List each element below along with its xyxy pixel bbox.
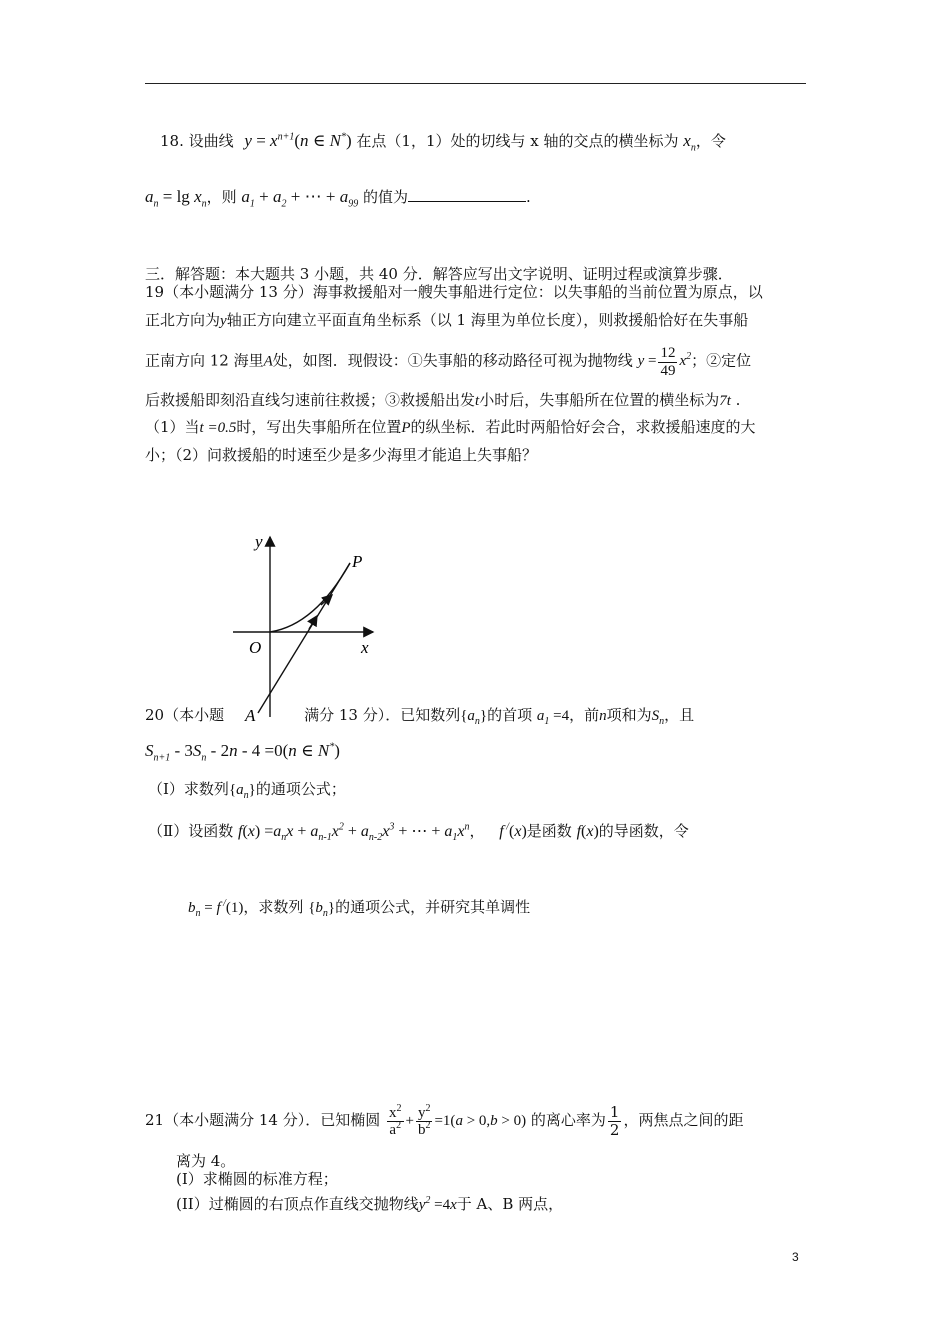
q19-point-a: A — [263, 353, 273, 370]
q19-line3b: 处，如图．现假设：①失事船的移动路径可视为抛物线 — [272, 351, 633, 370]
q20-n: n — [599, 708, 607, 724]
x-axis-label: x — [361, 638, 369, 657]
q20-sn: $S_n$ — [651, 708, 665, 727]
q20-part1-seq: $\{a_n\}$ — [228, 782, 256, 801]
q21-eccentricity: $\frac{1}{2}$ — [609, 1103, 620, 1139]
rescue-path — [258, 563, 350, 713]
q20-part2a: （Ⅱ）设函数 — [148, 822, 234, 840]
q20-part2d: ，求数列 — [243, 898, 304, 916]
q19-line2b: 轴正方向建立平面直角坐标系（以 1 海里为单位长度），则救援船恰好在失事船 — [226, 311, 749, 329]
q19-line2a: 正北方向为 — [145, 311, 221, 329]
q19-parabola-formula: y = $\frac{12}{49}$ $x^2$ — [637, 345, 692, 379]
q18-text3: ，则 — [206, 188, 237, 206]
q20-fprime: f /(x) — [499, 821, 527, 840]
q20-l1d: ，前 — [569, 706, 600, 724]
parabola-path — [270, 563, 350, 632]
header-rule — [145, 83, 806, 84]
q18-line2 — [145, 186, 531, 208]
q19-line5c: 时，写出失事船所在位置 — [236, 418, 402, 436]
q19-line4: 后救援船即刻沿直线匀速前往救援；③救援船出发t小时后，失事船所在位置的横坐标为7t . — [145, 391, 741, 409]
q19-line2 — [145, 311, 748, 332]
q19-y-axis-symbol: y — [220, 313, 227, 329]
q19-line3 — [145, 345, 751, 379]
point-a-label: A — [245, 706, 256, 725]
q19-line1: 19（本小题满分 13 分）海事救援船对一艘失事船进行定位：以失事船的当前位置为原点，以 — [145, 283, 763, 301]
q18-line1 — [160, 130, 726, 152]
q21-l1c: ，两焦点之间的距 — [623, 1111, 744, 1129]
q18-number: 18. 设曲线 — [160, 132, 234, 150]
q20-fx-formula: $f(x) =a_nx + a_{n-1}x^2 + a_{n-2}x^3$ + ⋯ + $a_1x^n$ — [237, 821, 470, 844]
q20-l1c: 的首项 — [487, 706, 533, 724]
q20-part1a: （Ⅰ）求数列 — [148, 780, 229, 798]
q19-line4b: 小时后，失事船所在位置的横坐标为 — [479, 391, 720, 409]
q20-l1b: 满分 13 分）．已知数列 — [304, 706, 461, 724]
q19-line6: 小；（2）问救援船的时速至少是多少海里才能追上失事船？ — [145, 446, 538, 464]
q18-text1: 在点（1，1）处的切线与 x 轴的交点的横坐标为 — [356, 132, 679, 150]
q18-text4: 的值为 — [362, 188, 408, 206]
q20-part2-line2 — [188, 898, 530, 919]
y-axis-label: y — [255, 532, 263, 551]
section3-heading: 三．解答题：本大题共 3 小题，共 40 分．解答应写出文字说明、证明过程或演算步骤． — [145, 265, 733, 283]
q20-part2e: 的通项公式，并研究其单调性 — [335, 898, 531, 916]
q19-p-symbol: P — [401, 420, 411, 436]
q19-line5 — [145, 418, 756, 439]
q18-xn: $x_n$ — [683, 131, 696, 154]
rescue-arrow — [309, 616, 317, 629]
q20-part1 — [148, 780, 346, 801]
q21-line4 — [176, 1195, 563, 1216]
q20-l1a: 20（本小题 — [145, 706, 225, 724]
q20-l1e: 项和为 — [606, 706, 652, 724]
q20-seq-an: $\{a_n\}$ — [460, 708, 488, 727]
q21-line3: (I）求椭圆的标准方程； — [176, 1170, 338, 1188]
q20-part2b: 是函数 — [526, 822, 572, 840]
q20-seq-bn: $\{b_n\}$ — [308, 900, 336, 919]
q19-line4a: 后救援船即刻沿直线匀速前往救援；③救援船出发 — [145, 391, 476, 409]
q18-curve-formula: $y = x^{n+1}(n$ ∈ N*) — [244, 131, 352, 150]
q18-an-def: $a_n = \lg x_n$ — [145, 187, 207, 210]
q21-l4a: (II）过椭圆的右顶点作直线交抛物线 — [176, 1195, 419, 1213]
q20-part2: （Ⅱ）设函数 $f(x) =a_nx + a_{n-1}x^2 + a_{n-2}x^3$ + ⋯ + $a_1x^n$， f /(x)是函数 f(x)的导函数，令 — [148, 821, 689, 844]
q18-text2: ，令 — [695, 132, 726, 150]
q19-line5d: 的纵坐标．若此时两船恰好会合，求救援船速度的大 — [410, 418, 756, 436]
q20-f: f(x) — [576, 823, 599, 840]
q21-line1 — [145, 1104, 743, 1139]
q21-l1b: 的离心率为 — [530, 1111, 606, 1129]
q20-part1b: 的通项公式； — [255, 780, 346, 798]
q19-7t: 7t — [719, 393, 731, 409]
q21-l1a: 21（本小题满分 14 分）．已知椭圆 — [145, 1111, 381, 1129]
q21-line2: 离为 4。 — [176, 1152, 236, 1170]
q20-part2c: 的导函数，令 — [598, 822, 689, 840]
q18-end: . — [525, 188, 531, 206]
q18-answer-blank — [408, 187, 526, 202]
q20-recurrence: $S_{n+1} - 3S_n - 2n - 4 =0(n$ ∈ N*) — [145, 741, 340, 764]
point-p-label: P — [352, 552, 363, 571]
origin-label: O — [249, 638, 262, 657]
q19-line5a: （1）当 — [145, 418, 200, 436]
q19-figure — [225, 525, 385, 725]
q18-sum: $a_1 + a_2$ + ⋯ + $a_{99}$ — [241, 187, 359, 210]
q21-l4b: 于 A、B 两点， — [456, 1195, 564, 1213]
q20-bn-def: $b_n = f$ /(1) — [188, 898, 244, 919]
q19-line3a: 正南方向 12 海里 — [145, 351, 264, 370]
q20-a1: $a_1 =4$ — [536, 708, 570, 727]
q21-parabola: $y^2 =4x$ — [418, 1195, 457, 1213]
q19-t-symbol: t — [475, 393, 480, 409]
q19-t-value: t =0.5 — [199, 420, 237, 436]
page-number: 3 — [792, 1250, 799, 1264]
q21-ellipse-formula: $\frac{x^2}{a^2}$ + $\frac{y^2}{b^2}$ =1(a > 0,b > 0) — [389, 1102, 527, 1139]
q19-line3c: ；②定位 — [691, 351, 752, 370]
q20-l1f: ，且 — [664, 706, 695, 724]
q20-line1 — [145, 706, 694, 727]
